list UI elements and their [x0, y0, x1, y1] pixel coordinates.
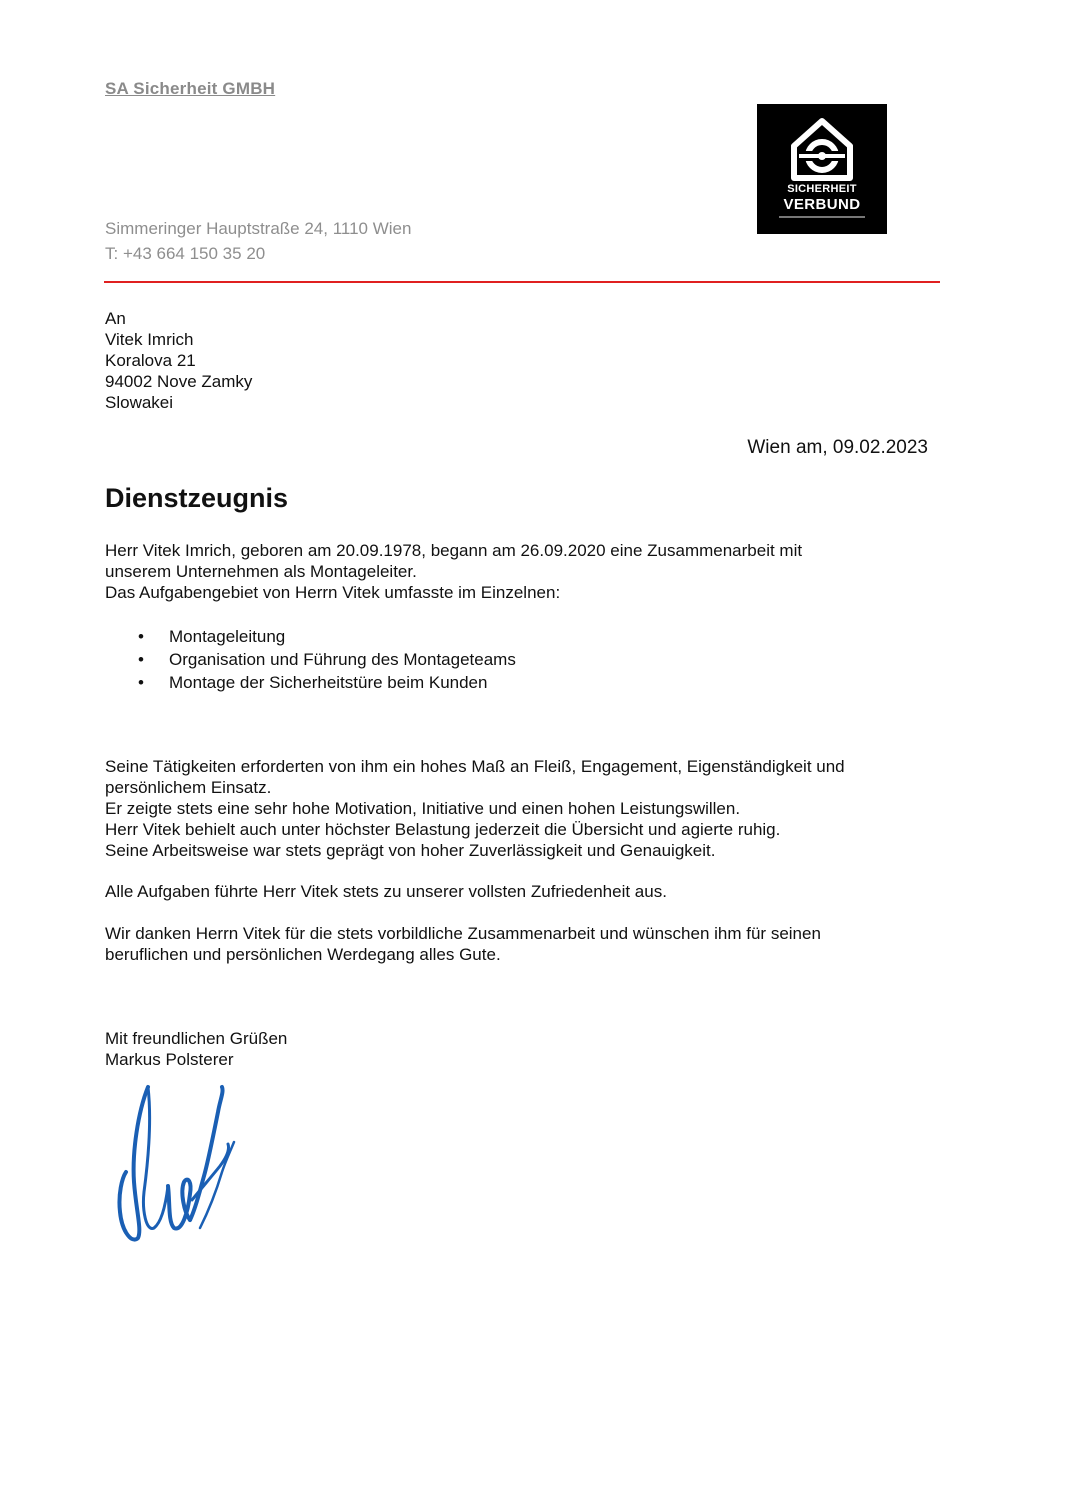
company-logo [757, 104, 887, 234]
task-text: Montage der Sicherheitstüre beim Kunden [169, 673, 488, 692]
satisfaction-paragraph: Alle Aufgaben führte Herr Vitek stets zu unserer vollsten Zufriedenheit aus. [105, 882, 667, 901]
thanks-paragraph [105, 923, 925, 965]
task-text: Organisation und Führung des Montageteams [169, 650, 516, 669]
intro-line: Das Aufgabengebiet von Herrn Vitek umfasste im Einzelnen: [105, 583, 561, 602]
assessment-line: Seine Tätigkeiten erforderten von ihm ein hohes Maß an Fleiß, Engagement, Eigenständigkeit und [105, 757, 845, 776]
assessment-line: Herr Vitek behielt auch unter höchster Belastung jederzeit die Übersicht und agierte ruhig. [105, 820, 781, 839]
sender-address-block [105, 216, 411, 266]
document-title: Dienstzeugnis [105, 483, 289, 513]
intro-paragraph [105, 540, 925, 603]
task-text: Montageleitung [169, 627, 286, 646]
task-item [105, 648, 516, 671]
recipient-country: Slowakei [105, 393, 174, 412]
house-lock-icon [757, 104, 887, 234]
thanks-line: beruflichen und persönlichen Werdegang alles Gute. [105, 945, 501, 964]
sender-phone: T: +43 664 150 35 20 [105, 244, 266, 263]
closing-greeting: Mit freundlichen Grüßen [105, 1029, 288, 1048]
assessment-line: Seine Arbeitsweise war stets geprägt von hoher Zuverlässigkeit und Genauigkeit. [105, 841, 716, 860]
letter-date: Wien am, 09.02.2023 [747, 437, 928, 458]
header-divider [104, 281, 940, 283]
company-name: SA Sicherheit GMBH [105, 79, 276, 98]
bullet-icon: • [138, 673, 144, 692]
recipient-name: Vitek Imrich [105, 330, 194, 349]
assessment-line: persönlichem Einsatz. [105, 778, 272, 797]
intro-line: Herr Vitek Imrich, geboren am 20.09.1978, begann am 26.09.2020 eine Zusammenarbeit mit [105, 541, 803, 560]
task-list [105, 625, 516, 694]
recipient-city: 94002 Nove Zamky [105, 372, 253, 391]
bullet-icon: • [138, 650, 144, 669]
assessment-line: Er zeigte stets eine sehr hohe Motivation, Initiative und einen hohen Leistungswillen. [105, 799, 741, 818]
recipient-street: Koralova 21 [105, 351, 196, 370]
logo-text-bottom: VERBUND [783, 196, 861, 213]
handwritten-signature [108, 1082, 248, 1252]
recipient-address [105, 308, 252, 413]
intro-line: unserem Unternehmen als Montageleiter. [105, 562, 417, 581]
task-item [105, 625, 516, 648]
bullet-icon: • [138, 627, 144, 646]
thanks-line: Wir danken Herrn Vitek für die stets vorbildliche Zusammenarbeit und wünschen ihm für seinen [105, 924, 821, 943]
assessment-paragraph [105, 756, 925, 861]
task-item [105, 671, 516, 694]
logo-tagline-strip [779, 216, 865, 218]
closing-block [105, 1028, 925, 1070]
signer-name: Markus Polsterer [105, 1050, 234, 1069]
recipient-label: An [105, 309, 126, 328]
logo-text-top: SICHERHEIT [787, 183, 857, 195]
sender-street: Simmeringer Hauptstraße 24, 1110 Wien [105, 219, 412, 238]
